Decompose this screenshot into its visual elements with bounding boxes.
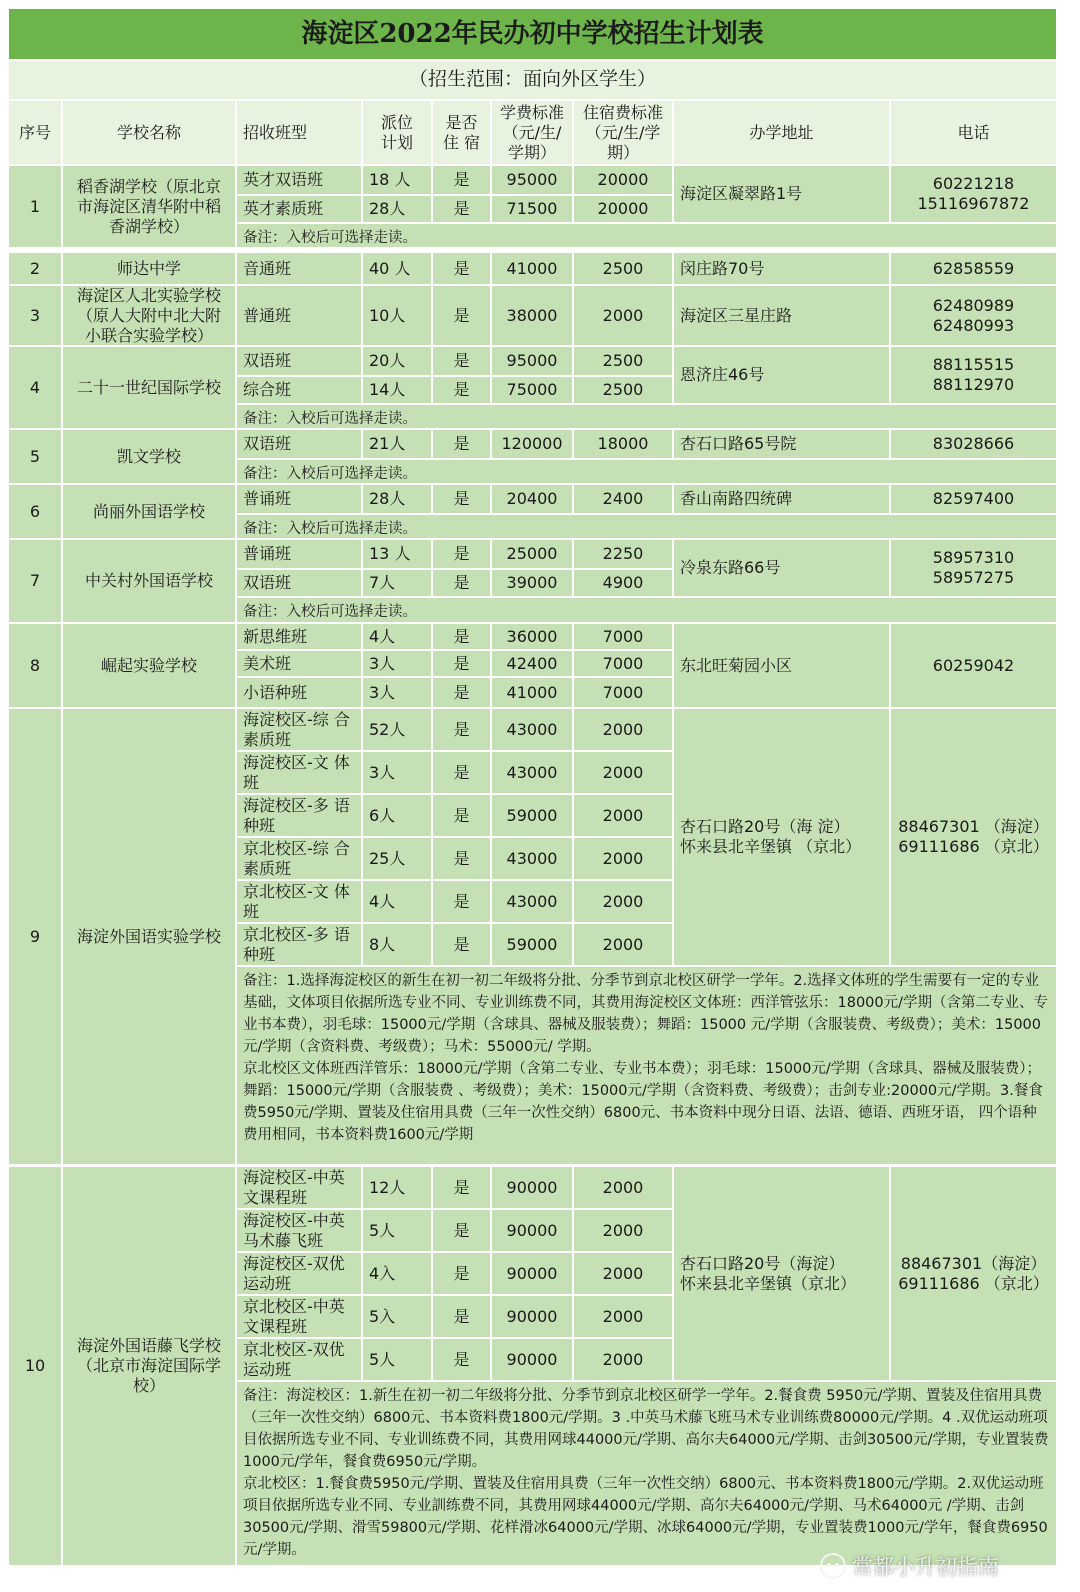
wechat-icon [820, 1553, 846, 1579]
quota: 3人 [362, 751, 432, 794]
quota: 4人 [362, 623, 432, 650]
header-address: 办学地址 [673, 100, 890, 165]
class-type: 京北校区-文 体 班 [236, 880, 362, 923]
tuition: 43000 [491, 880, 573, 923]
class-type: 海淀校区-中英 马术藤飞班 [236, 1209, 362, 1252]
school-phone: 58957310 58957275 [890, 539, 1057, 597]
quota: 12人 [362, 1166, 432, 1209]
class-type: 海淀校区-综 合 素质班 [236, 708, 362, 751]
header-class-type: 招收班型 [236, 100, 362, 165]
quota: 3人 [362, 677, 432, 708]
school-address: 杏石口路65号院 [673, 429, 890, 459]
quota: 5入 [362, 1295, 432, 1338]
quota: 28人 [362, 195, 432, 223]
school-note: 备注：入校后可选择走读。 [236, 514, 1057, 539]
school-name: 凯文学校 [62, 429, 236, 484]
class-type: 双语班 [236, 569, 362, 597]
header-seq: 序号 [8, 100, 62, 165]
quota: 52人 [362, 708, 432, 751]
school-address: 海淀区三星庄路 [673, 285, 890, 346]
school-name: 师达中学 [62, 252, 236, 285]
dorm-fee: 2000 [573, 794, 673, 837]
dorm-fee: 2000 [573, 1252, 673, 1295]
dorm-fee: 4900 [573, 569, 673, 597]
boarding: 是 [432, 1209, 491, 1252]
school-seq: 5 [8, 429, 62, 484]
school-address: 杏石口路20号（海 淀） 怀来县北辛堡镇 （京北） [673, 708, 890, 966]
dorm-fee: 7000 [573, 677, 673, 708]
dorm-fee: 18000 [573, 429, 673, 459]
boarding: 是 [432, 650, 491, 677]
school-phone: 60259042 [890, 623, 1057, 708]
school-seq: 4 [8, 346, 62, 429]
dorm-fee: 2000 [573, 708, 673, 751]
school-seq: 7 [8, 539, 62, 623]
dorm-fee: 2000 [573, 751, 673, 794]
class-type: 普诵班 [236, 484, 362, 514]
class-type: 海淀校区-中英 文课程班 [236, 1166, 362, 1209]
tuition: 25000 [491, 539, 573, 569]
school-note: 备注：入校后可选择走读。 [236, 404, 1057, 429]
header-school: 学校名称 [62, 100, 236, 165]
tuition: 95000 [491, 165, 573, 195]
school-name: 稻香湖学校（原北京 市海淀区清华附中稻 香湖学校） [62, 165, 236, 248]
boarding: 是 [432, 837, 491, 880]
boarding: 是 [432, 539, 491, 569]
quota: 18 人 [362, 165, 432, 195]
quota: 13 人 [362, 539, 432, 569]
tuition: 90000 [491, 1209, 573, 1252]
boarding: 是 [432, 285, 491, 346]
quota: 25人 [362, 837, 432, 880]
school-note: 备注：1.选择海淀校区的新生在初一初二年级将分批、分季节到京北校区研学一学年。2.选择文体班的学生需要有一定的专业基础，文体项目依据所选专业不同、专业训练费不同，其费用海淀校区文体班：西洋管弦乐：18000元/学期（含第二专业、专业书本费），羽毛球：15000元/学期（含球具、器械及服装费）；舞蹈：15000 元/学期（含服装费、考级费）；美术：15000 元/学期（含资料费、考级费）；马术：55000元/ 学期。 京北校区文体班西洋管乐：18000元/学期（含第二专业、专业书本费）；羽毛球：15000元/学期（含球具、器械及服装费）；舞蹈：15000元/学期（含服装费 、考级费）；美术：15000元/学期（含资料费、考级费）；击剑专业:20000元/学期。3.餐食费5950元/学期、置装及住宿用具费（三年一次性交纳）6800元、书本资料中现分日语、法语、德语、西班牙语， 四个语种费用相同，书本资料费1600元/学期 [236, 966, 1057, 1165]
class-type: 京北校区-双优 运动班 [236, 1338, 362, 1381]
tuition: 90000 [491, 1166, 573, 1209]
school-address: 海淀区凝翠路1号 [673, 165, 890, 223]
school-name: 海淀外国语实验学校 [62, 708, 236, 1165]
tuition: 90000 [491, 1338, 573, 1381]
tuition: 95000 [491, 346, 573, 376]
quota: 14人 [362, 376, 432, 404]
tuition: 36000 [491, 623, 573, 650]
boarding: 是 [432, 1252, 491, 1295]
dorm-fee: 2000 [573, 1338, 673, 1381]
dorm-fee: 2000 [573, 880, 673, 923]
header-dorm-fee: 住宿费标准 （元/生/学 期） [573, 100, 673, 165]
class-type: 小语种班 [236, 677, 362, 708]
class-type: 双语班 [236, 346, 362, 376]
school-phone: 62858559 [890, 252, 1057, 285]
school-seq: 2 [8, 252, 62, 285]
boarding: 是 [432, 376, 491, 404]
table-title: 海淀区2022年民办初中学校招生计划表 [8, 8, 1057, 60]
school-seq: 9 [8, 708, 62, 1165]
tuition: 43000 [491, 751, 573, 794]
school-name: 海淀区人北实验学校 （原人大附中北大附 小联合实验学校） [62, 285, 236, 346]
quota: 8人 [362, 923, 432, 966]
school-name: 中关村外国语学校 [62, 539, 236, 623]
quota: 10人 [362, 285, 432, 346]
boarding: 是 [432, 346, 491, 376]
tuition: 41000 [491, 677, 573, 708]
dorm-fee: 2500 [573, 346, 673, 376]
school-phone: 88467301 （海淀） 69111686 （京北） [890, 708, 1057, 966]
header-tuition: 学费标准 （元/生/ 学期） [491, 100, 573, 165]
class-type: 京北校区-多 语 种班 [236, 923, 362, 966]
dorm-fee: 2250 [573, 539, 673, 569]
quota: 40 人 [362, 252, 432, 285]
boarding: 是 [432, 252, 491, 285]
boarding: 是 [432, 429, 491, 459]
tuition: 43000 [491, 708, 573, 751]
tuition: 42400 [491, 650, 573, 677]
class-type: 双语班 [236, 429, 362, 459]
tuition: 38000 [491, 285, 573, 346]
boarding: 是 [432, 880, 491, 923]
boarding: 是 [432, 195, 491, 223]
dorm-fee: 2000 [573, 837, 673, 880]
tuition: 90000 [491, 1252, 573, 1295]
school-address: 香山南路四统碑 [673, 484, 890, 514]
tuition: 41000 [491, 252, 573, 285]
quota: 4入 [362, 1252, 432, 1295]
header-boarding: 是否 住 宿 [432, 100, 491, 165]
dorm-fee: 2000 [573, 1209, 673, 1252]
watermark-text: 常都小升初指南 [852, 1555, 999, 1579]
tuition: 90000 [491, 1295, 573, 1338]
quota: 20人 [362, 346, 432, 376]
class-type: 音通班 [236, 252, 362, 285]
boarding: 是 [432, 1338, 491, 1381]
boarding: 是 [432, 677, 491, 708]
boarding: 是 [432, 623, 491, 650]
dorm-fee: 20000 [573, 195, 673, 223]
school-seq: 8 [8, 623, 62, 708]
school-seq: 1 [8, 165, 62, 248]
quota: 28人 [362, 484, 432, 514]
dorm-fee: 2000 [573, 1166, 673, 1209]
school-address: 恩济庄46号 [673, 346, 890, 404]
school-phone: 88115515 88112970 [890, 346, 1057, 404]
class-type: 海淀校区-多 语 种班 [236, 794, 362, 837]
school-seq: 10 [8, 1166, 62, 1566]
tuition: 75000 [491, 376, 573, 404]
class-type: 海淀校区-双优 运动班 [236, 1252, 362, 1295]
tuition: 120000 [491, 429, 573, 459]
class-type: 英才双语班 [236, 165, 362, 195]
header-phone: 电话 [890, 100, 1057, 165]
boarding: 是 [432, 484, 491, 514]
class-type: 海淀校区-文 体 班 [236, 751, 362, 794]
boarding: 是 [432, 751, 491, 794]
school-address: 杏石口路20号（海淀） 怀来县北辛堡镇（京北） [673, 1166, 890, 1381]
table-subtitle: （招生范围：面向外区学生） [8, 60, 1057, 100]
tuition: 43000 [491, 837, 573, 880]
boarding: 是 [432, 1295, 491, 1338]
boarding: 是 [432, 708, 491, 751]
school-phone: 60221218 15116967872 [890, 165, 1057, 223]
quota: 21人 [362, 429, 432, 459]
dorm-fee: 2000 [573, 1295, 673, 1338]
dorm-fee: 2000 [573, 285, 673, 346]
school-note: 备注：入校后可选择走读。 [236, 223, 1057, 248]
school-name: 海淀外国语藤飞学校 （北京市海淀国际学 校） [62, 1166, 236, 1566]
school-note: 备注：入校后可选择走读。 [236, 597, 1057, 623]
watermark [820, 1551, 999, 1581]
boarding: 是 [432, 794, 491, 837]
school-note: 备注：海淀校区：1.新生在初一初二年级将分批、分季节到京北校区研学一学年。2.餐食费 5950元/学期、置装及住宿用具费（三年一次性交纳）6800元、书本资料费1800元/学期。3 .中英马术藤飞班马术专业训练费80000元/学期。4 .双优运动班项目依据所选专业不同、专业训练费不同，其费用网球44000元/学期、高尔夫64000元/学期、击剑30500元/学期，专业置装费1000元/学年，餐食费6950元/学期。 京北校区：1.餐食费5950元/学期、置装及住宿用具费（三年一次性交纳）6800元、书本资料费1800元/学期。2.双优运动班项目依据所选专业不同、专业訓练费不同，其费用网球44000元/学期、高尔夫64000元/学期、马术64000元 /学期、击剑30500元/学期、滑雪59800元/学期、花样滑冰64000元/学期、冰球64000元/学期，专业置装费1000元/学年，餐食费6950元/学期。 [236, 1381, 1057, 1566]
class-type: 美术班 [236, 650, 362, 677]
school-note: 备注：入校后可选择走读。 [236, 459, 1057, 484]
school-phone: 83028666 [890, 429, 1057, 459]
school-name: 尚丽外国语学校 [62, 484, 236, 539]
tuition: 59000 [491, 923, 573, 966]
school-phone: 88467301（海淀） 69111686 （京北） [890, 1166, 1057, 1381]
dorm-fee: 2400 [573, 484, 673, 514]
quota: 6人 [362, 794, 432, 837]
class-type: 普通班 [236, 285, 362, 346]
boarding: 是 [432, 923, 491, 966]
quota: 5人 [362, 1209, 432, 1252]
tuition: 39000 [491, 569, 573, 597]
class-type: 综合班 [236, 376, 362, 404]
school-name: 崛起实验学校 [62, 623, 236, 708]
class-type: 英才素质班 [236, 195, 362, 223]
school-seq: 3 [8, 285, 62, 346]
tuition: 71500 [491, 195, 573, 223]
class-type: 京北校区-中英 文课程班 [236, 1295, 362, 1338]
school-phone: 82597400 [890, 484, 1057, 514]
dorm-fee: 7000 [573, 623, 673, 650]
school-seq: 6 [8, 484, 62, 539]
class-type: 新思维班 [236, 623, 362, 650]
dorm-fee: 2500 [573, 252, 673, 285]
class-type: 普诵班 [236, 539, 362, 569]
dorm-fee: 2000 [573, 923, 673, 966]
tuition: 59000 [491, 794, 573, 837]
header-quota: 派位 计划 [362, 100, 432, 165]
school-address: 闵庄路70号 [673, 252, 890, 285]
dorm-fee: 7000 [573, 650, 673, 677]
tuition: 20400 [491, 484, 573, 514]
boarding: 是 [432, 165, 491, 195]
boarding: 是 [432, 1166, 491, 1209]
quota: 5人 [362, 1338, 432, 1381]
dorm-fee: 2500 [573, 376, 673, 404]
dorm-fee: 20000 [573, 165, 673, 195]
school-phone: 62480989 62480993 [890, 285, 1057, 346]
quota: 3人 [362, 650, 432, 677]
quota: 4人 [362, 880, 432, 923]
school-address: 东北旺菊园小区 [673, 623, 890, 708]
school-name: 二十一世纪国际学校 [62, 346, 236, 429]
quota: 7人 [362, 569, 432, 597]
boarding: 是 [432, 569, 491, 597]
school-address: 冷泉东路66号 [673, 539, 890, 597]
class-type: 京北校区-综 合 素质班 [236, 837, 362, 880]
